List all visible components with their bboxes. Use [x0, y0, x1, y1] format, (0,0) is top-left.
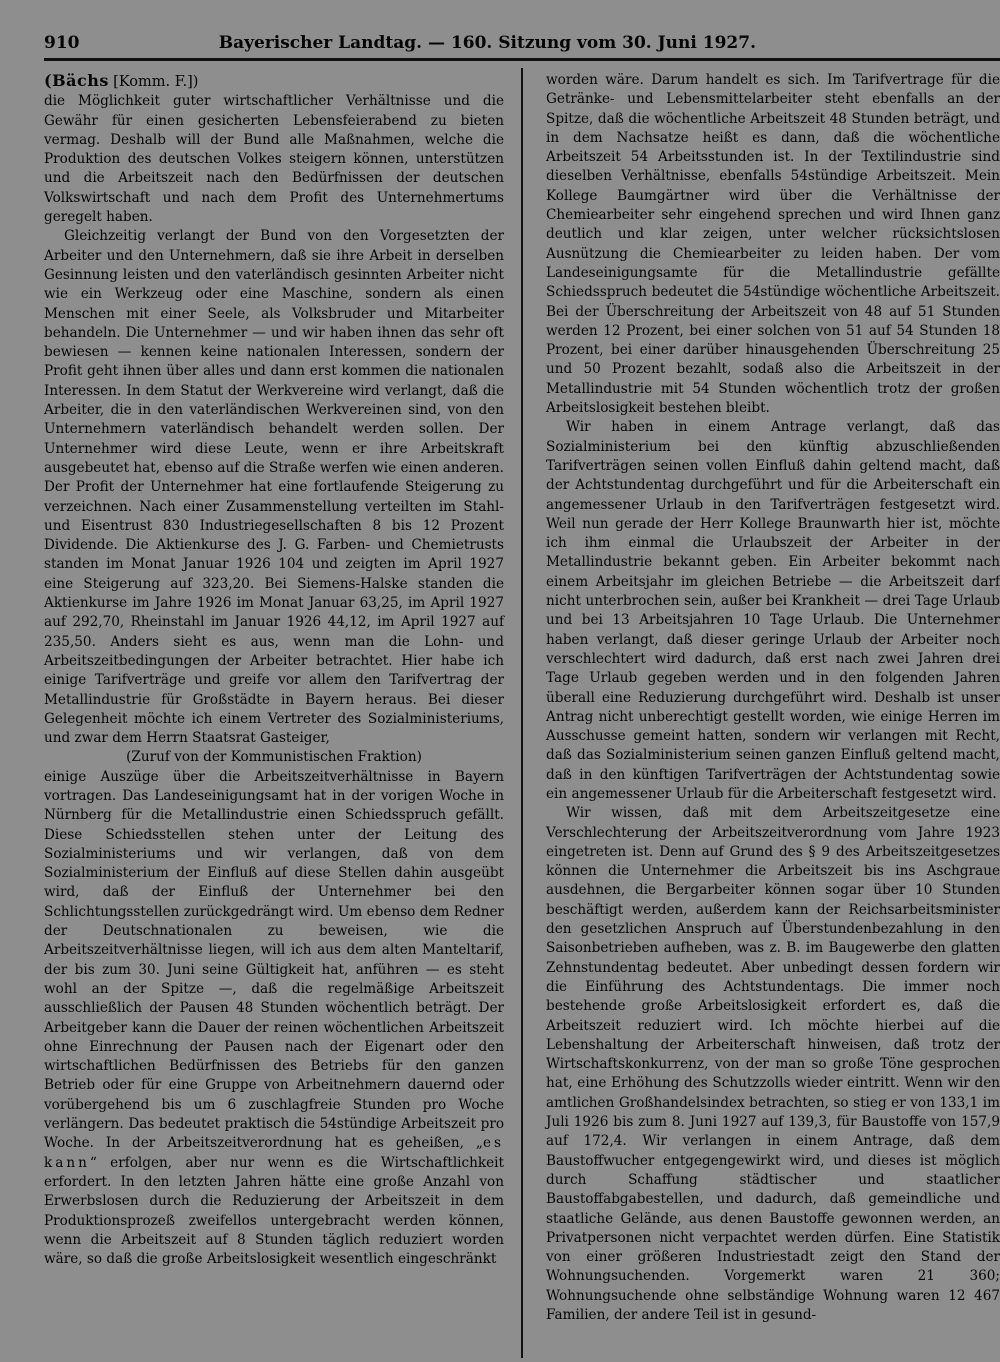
- page-header: [44, 30, 756, 56]
- speaker-name: (Bächs: [44, 71, 109, 90]
- paragraph-text: “ erfolgen, aber nur wenn es die Wirtschaftlichkeit erfordert. In den letzten Jahren hätte eine große Anzahl von Erwerbslosen durch die Reduzierung der Arbeitszeit in dem Produktionsprozeß zweifellos untergebracht werden können, wenn die Arbeitszeit auf 8 Stunden täglich reduziert worden wäre, so daß die große Arbeitslosigkeit wesentlich eingeschränkt: [44, 1154, 504, 1268]
- paragraph: Wir wissen, daß mit dem Arbeitszeitgesetze eine Verschlechterung der Arbeitszeitverordnung vom Jahre 1923 eingetreten ist. Denn auf Grund des § 9 des Arbeitszeitgesetzes können die Unternehmer die Arbeitszeit bis ins Aschgraue ausdehnen, die Bergarbeiter können sogar über 10 Stunden beschäftigt werden, außerdem kann der Reichsarbeitsminister den gesetzlichen Anspruch auf Überstundenbezahlung in den Saisonbetrieben aufheben, was z. B. im Baugewerbe den glatten Zehnstundentag bedeutet. Aber unbedingt dessen fordern wir die Einführung des Achtstundentags. Die immer noch bestehende große Arbeitslosigkeit erfordert es, daß die Arbeitszeit reduziert wird. Ich möchte hierbei auf die Lebenshaltung der Arbeiterschaft hinweisen, daß trotz der Wirtschaftskonkurrenz, von der man so große Töne gesprochen hat, eine Erhöhung des Schutzzolls wieder eintritt. Wenn wir den amtlichen Großhandelsindex betrachten, so stieg er von 133,1 im Juli 1926 bis zum 8. Juni 1927 auf 139,3, für Baustoffe von 157,9 auf 172,4. Wir verlangen in einem Antrage, daß dem Baustoffwucher entgegengewirkt wird, und dieses ist möglich durch Schaffung städtischer und staatlicher Baustoffabgabestellen, und dadurch, daß gemeindliche und staatliche Gelände, aus denen Baustoffe gewonnen werden, an Privatpersonen nicht verpachtet werden dürfen. Eine Statistik von einer größeren Industriestadt zeigt den Stand der Wohnungsuchenden. Vorgemerkt waren 21 360; Wohnungsuchende ohne selbständige Wohnung waren 12 467 Familien, der andere Teil ist in gesund-: [546, 805, 1000, 1323]
- spaced-emphasis: es kann: [44, 1135, 504, 1171]
- page-number: 910: [44, 33, 80, 53]
- paragraph: Gleichzeitig verlangt der Bund von den Vorgesetzten der Arbeiter und den Unternehmern, daß sie ihre Arbeit in derselben Gesinnung leisten und den vaterländisch gesinnten Arbeiter nicht wie ein Werkzeug oder eine Maschine, sondern als einen Menschen mit einer Seele, als Volksbruder und Mitarbeiter behandeln. Die Unternehmer — und wir haben ihnen das sehr oft bewiesen — kennen keine nationalen Interessen, sondern der Profit geht ihnen über alles und dann erst kommen die nationalen Interessen. In dem Statut der Werkvereine wird verlangt, daß die Arbeiter, die in den vaterländischen Werkvereinen sind, von den Unternehmern vaterländisch behandelt werden sollen. Der Unternehmer wird diese Leute, wenn er ihre Arbeitskraft ausgebeutet hat, ebenso auf die Straße werfen wie einen anderen. Der Profit der Unternehmer hat eine fortlaufende Steigerung zu verzeichnen. Nach einer Zusammenstellung verteilten im Stahl- und Eisentrust 830 Industriegesellschaften 8 bis 12 Prozent Dividende. Die Aktienkurse des J. G. Farben- und Chemietrusts standen im Monat Januar 1926 104 und zeigten im April 1927 eine Steigerung auf 323,20. Bei Siemens-Halske standen die Aktienkurse im Jahre 1926 im Monat Januar 63,25, im April 1927 auf 292,70, Rheinstahl im Januar 1926 44,12, im April 1927 auf 235,50. Anders sieht es aus, wenn man die Lohn- und Arbeitszeitbedingungen der Arbeiter betrachtet. Hier habe ich einige Tarifverträge und greife vor allem den Tarifvertrag der Metallindustrie für Großstädte in Bayern heraus. Bei dieser Gelegenheit möchte ich einem Vertreter des Sozialministeriums, und zwar dem Herrn Staatsrat Gasteiger,: [44, 228, 504, 747]
- left-column: [44, 71, 504, 1269]
- interjection: (Zuruf von der Kommunistischen Fraktion): [126, 749, 422, 766]
- running-head: Bayerischer Landtag. — 160. Sitzung vom 30. Juni 1927.: [218, 33, 756, 53]
- paragraph-text: einige Auszüge über die Arbeitszeitverhältnisse in Bayern vortragen. Das Landeseinigungsamt hat in der vorigen Woche in Nürnberg für die Metallindustrie einen Schiedsspruch gefällt. Diese Schiedsstellen stehen unter der Leitung des Sozialministeriums und wir verlangen, daß von dem Sozialministerium der Einfluß auf diese Stellen dahin ausgeübt wird, daß der Einfluß der Unternehmer bei den Schlichtungsstellen zurückgedrängt wird. Um ebenso dem Redner der Deutschnationalen zu beweisen, wie die Arbeitszeitverhältnisse liegen, will ich aus dem alten Manteltarif, der bis zum 30. Juni seine Gültigkeit hat, anführen — es steht wohl an der Spitze —, daß die regelmäßige Arbeitszeit ausschließlich der Pausen 48 Stunden wöchentlich beträgt. Der Arbeitgeber kann die Dauer der reinen wöchentlichen Arbeitszeit ohne Einrechnung der Pausen nach der Eigenart oder den wirtschaftlichen Bedürfnissen des Betriebs für den ganzen Betrieb oder für eine Gruppe von Arbeitnehmern dauernd oder vorübergehend bis um 6 zuschlagfreie Stunden pro Woche verlängern. Das bedeutet praktisch die 54stündige Arbeitszeit pro Woche. In der Arbeitszeitverordnung hat es geheißen, „: [44, 768, 504, 1152]
- right-column: [546, 71, 1000, 1325]
- speaker-line: [44, 71, 504, 92]
- paragraph: Wir haben in einem Antrage verlangt, daß das Sozialministerium bei den künftig abzuschließenden Tarifverträgen seinen vollen Einfluß dahin geltend macht, daß der Achtstundentag durchgeführt und für die Arbeiterschaft ein angemessener Urlaub in den Tarifverträgen festgesetzt wird. Weil nun gerade der Herr Kollege Braunwarth hier ist, möchte ich ihm einmal die Urlaubszeit der Arbeiter in der Metallindustrie bekannt geben. Ein Arbeiter bekommt nach einem Arbeitsjahr im gleichen Betriebe — die Arbeitszeit darf nicht unterbrochen sein, außer bei Krankheit — drei Tage Urlaub und bei 13 Arbeitsjahren 10 Tage Urlaub. Die Unternehmer haben verlangt, daß dieser geringe Urlaub der Arbeiter noch verschlechtert wird dadurch, daß erst nach zwei Jahren drei Tage Urlaub gegeben werden und in den folgenden Jahren überall eine Reduzierung durchgeführt wird. Deshalb ist unser Antrag nicht unberechtigt gestellt worden, wie einige Herren im Ausschusse gemeint hatten, sondern wir verlangen mit Recht, daß das Sozialministerium seinen ganzen Einfluß geltend macht, daß in den künftigen Tarifverträgen der Achtstundentag sowie ein angemessener Urlaub für die Arbeiterschaft festgesetzt wird.: [546, 419, 1000, 802]
- paragraph: die Möglichkeit guter wirtschaftlicher Verhältnisse und die Gewähr für einen gesicherten Lebensfeierabend zu bieten vermag. Deshalb will der Bund alle Maßnahmen, welche die Produktion des deutschen Volkes steigern können, unterstützen und die Arbeitszeit nach den Bedürfnissen der deutschen Volkswirtschaft und nach dem Profit des Unternehmertums geregelt haben.: [44, 93, 504, 226]
- paragraph: [44, 768, 504, 1270]
- speaker-party: [Komm. F.]): [113, 74, 199, 90]
- paragraph: worden wäre. Darum handelt es sich. Im Tarifvertrage für die Getränke- und Lebensmittelarbeiter steht ebenfalls an der Spitze, daß die wöchentliche Arbeitszeit 48 Stunden beträgt, und in dem Nachsatze heißt es dann, daß die wöchentliche Arbeitszeit 54 Arbeitsstunden ist. In der Textilindustrie sind dieselben Verhältnisse, ebenfalls 54stündige Arbeitszeit. Mein Kollege Baumgärtner wird über die Verhältnisse der Chemiearbeiter sehr eingehend sprechen und wird Ihnen ganz deutlich und klar zeigen, unter welcher rücksichtslosen Ausnützung die Chemiearbeiter zu leiden haben. Der vom Landeseinigungsamte für die Metallindustrie gefällte Schiedsspruch bedeutet die 54stündige wöchentliche Arbeitszeit. Bei der Überschreitung der Arbeitszeit von 48 auf 51 Stunden werden 12 Prozent, bei einer solchen von 51 auf 54 Stunden 18 Prozent, bei einer darüber hinausgehenden Überschreitung 25 und 50 Prozent bezahlt, sodaß also die Arbeitszeit in der Metallindustrie mit 54 Stunden wöchentlich trotz der großen Arbeitslosigkeit bestehen bleibt.: [546, 72, 1000, 417]
- column-divider: [521, 68, 523, 1358]
- header-rule: [44, 58, 1000, 61]
